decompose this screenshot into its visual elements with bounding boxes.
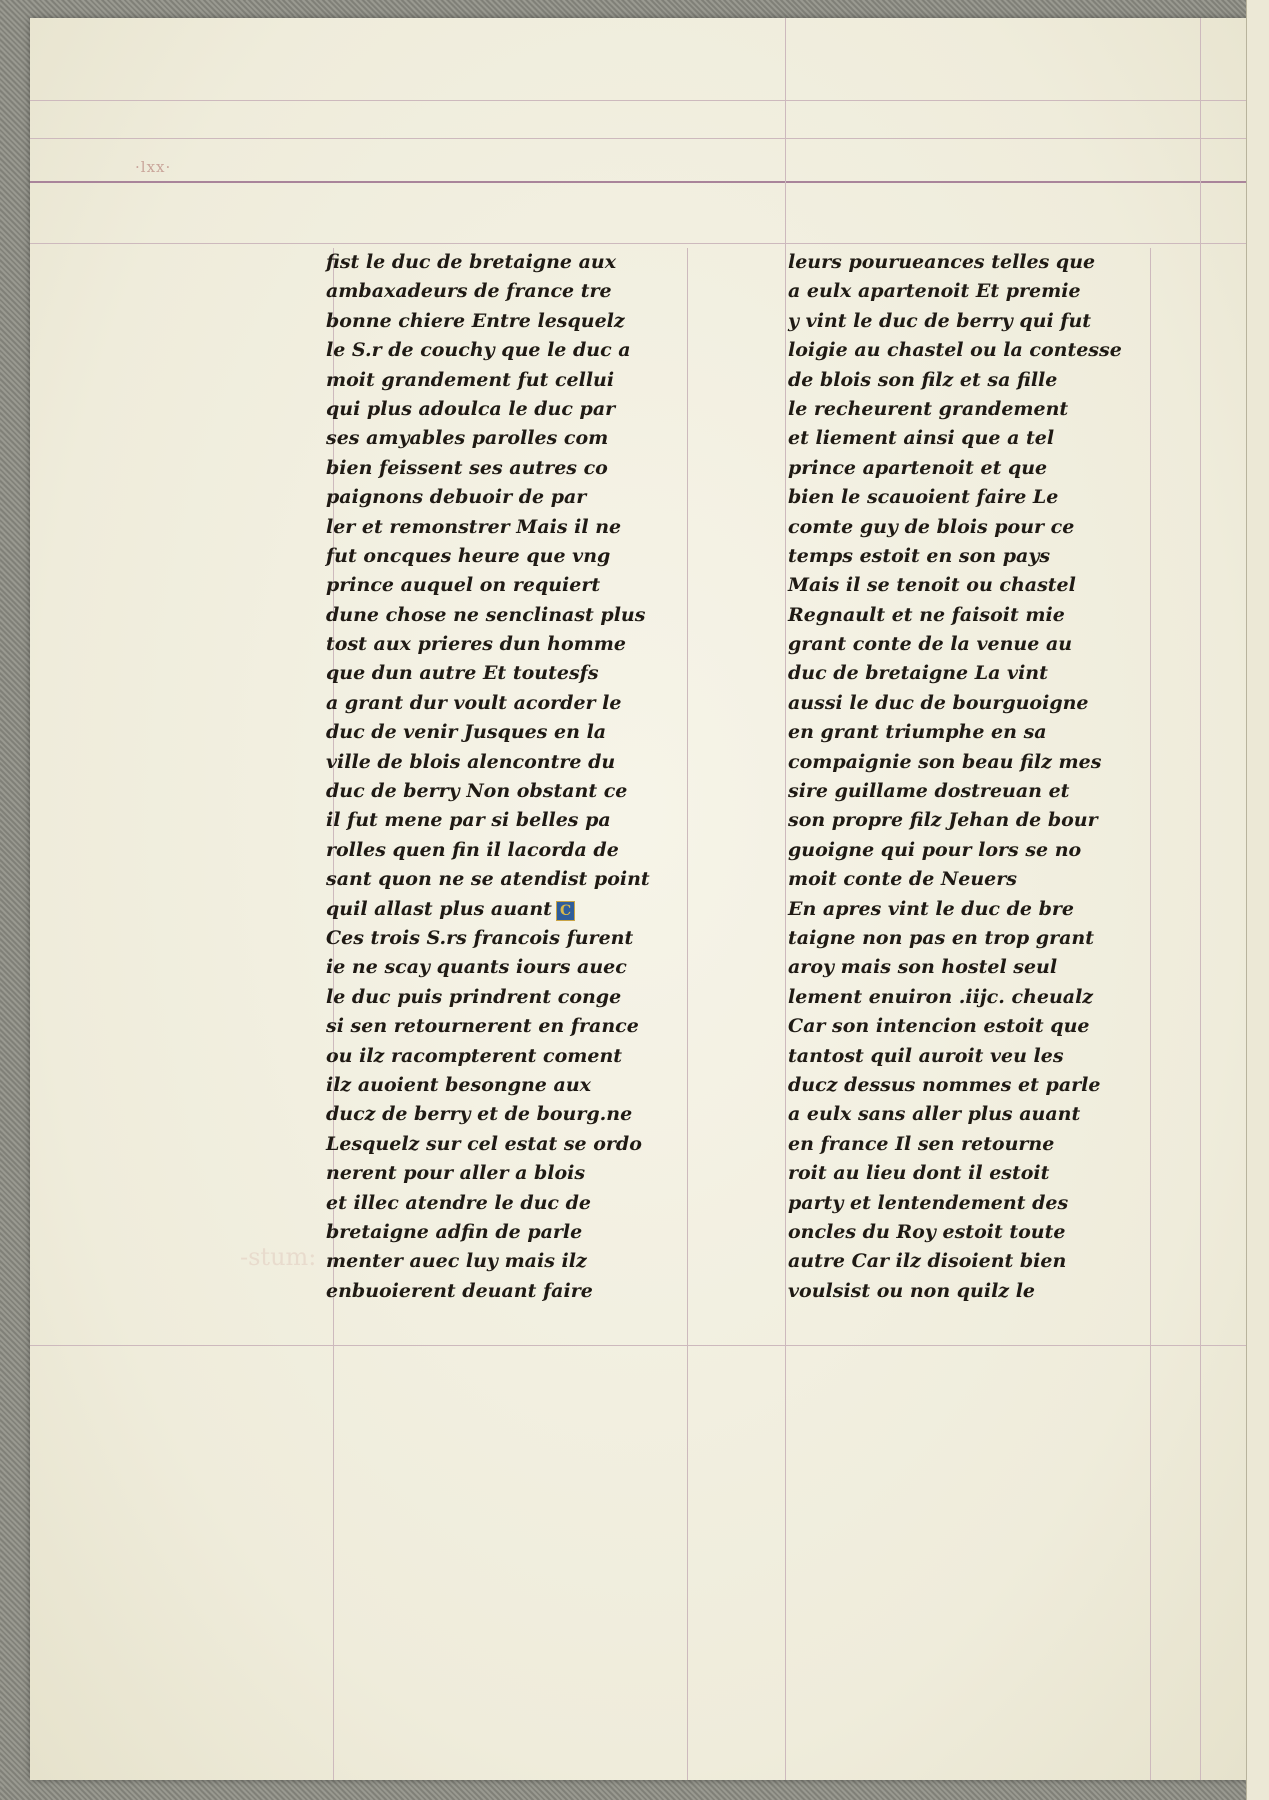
manuscript-line bbox=[788, 248, 1168, 277]
line-text: il fut mene par si belles pa bbox=[326, 809, 611, 832]
ruling-line bbox=[30, 100, 1246, 101]
line-text: fist le duc de bretaigne aux bbox=[326, 251, 617, 273]
line-text: Car son intencion estoit que bbox=[788, 1015, 1090, 1038]
line-text: ie ne scay quants iours auec bbox=[326, 956, 627, 979]
line-text: aussi le duc de bourguoigne bbox=[788, 691, 1089, 714]
line-text: loigie au chastel ou la contesse bbox=[788, 339, 1122, 362]
manuscript-line bbox=[326, 718, 706, 747]
manuscript-line bbox=[788, 983, 1168, 1012]
line-text: comte guy de blois pour ce bbox=[788, 515, 1075, 538]
line-text: moit conte de Neuers bbox=[788, 868, 1017, 891]
line-text: tantost quil auroit veu les bbox=[788, 1044, 1064, 1067]
text-column-left bbox=[326, 248, 706, 1306]
manuscript-line bbox=[326, 865, 706, 894]
line-text: bonne chiere Entre lesquelz bbox=[326, 309, 625, 332]
manuscript-line bbox=[326, 1189, 706, 1218]
manuscript-line bbox=[788, 513, 1168, 542]
manuscript-line bbox=[326, 1247, 706, 1276]
line-text: leurs pourueances telles que bbox=[788, 251, 1096, 273]
manuscript-line bbox=[326, 953, 706, 982]
manuscript-line bbox=[326, 307, 706, 336]
line-text: en grant triumphe en sa bbox=[788, 721, 1047, 744]
manuscript-line bbox=[788, 1012, 1168, 1041]
folio-number: ·lxx· bbox=[135, 158, 172, 176]
line-text: guoigne qui pour lors se no bbox=[788, 838, 1082, 861]
line-text: ducz de berry et de bourg.ne bbox=[326, 1103, 633, 1126]
manuscript-line bbox=[788, 748, 1168, 777]
line-text: ou ilz racompterent coment bbox=[326, 1044, 623, 1067]
manuscript-line bbox=[788, 395, 1168, 424]
line-text: prince auquel on requiert bbox=[326, 574, 601, 597]
line-text: Mais il se tenoit ou chastel bbox=[788, 574, 1076, 597]
line-text: le S.r de couchy que le duc a bbox=[326, 339, 631, 362]
manuscript-line bbox=[326, 1071, 706, 1100]
line-text: ducz dessus nommes et parle bbox=[788, 1073, 1101, 1096]
line-text: en france Il sen retourne bbox=[788, 1132, 1055, 1155]
line-text: aroy mais son hostel seul bbox=[788, 956, 1058, 979]
ruling-line bbox=[30, 1345, 1246, 1346]
line-text: rolles quen fin il lacorda de bbox=[326, 838, 619, 861]
manuscript-line bbox=[788, 1218, 1168, 1247]
manuscript-line bbox=[326, 1012, 706, 1041]
line-text: roit au lieu dont il estoit bbox=[788, 1162, 1050, 1185]
line-text: ler et remonstrer Mais il ne bbox=[326, 515, 622, 538]
line-text: fut oncques heure que vng bbox=[326, 544, 611, 567]
manuscript-line bbox=[326, 366, 706, 395]
manuscript-line bbox=[326, 542, 706, 571]
manuscript-line bbox=[326, 424, 706, 453]
line-text: prince apartenoit et que bbox=[788, 456, 1048, 479]
line-text: de blois son filz et sa fille bbox=[788, 368, 1058, 391]
manuscript-line bbox=[326, 395, 706, 424]
line-text: que dun autre Et toutesfs bbox=[326, 662, 599, 685]
manuscript-line bbox=[788, 277, 1168, 306]
manuscript-line bbox=[326, 248, 706, 277]
line-text: party et lentendement des bbox=[788, 1191, 1069, 1214]
line-text: duc de bretaigne La vint bbox=[788, 662, 1048, 685]
text-column-right bbox=[788, 248, 1168, 1306]
manuscript-line bbox=[326, 277, 706, 306]
ruling-line bbox=[30, 181, 1246, 183]
manuscript-line bbox=[788, 1071, 1168, 1100]
line-text: bretaigne adfin de parle bbox=[326, 1220, 583, 1243]
manuscript-line bbox=[788, 689, 1168, 718]
line-text: son propre filz Jehan de bour bbox=[788, 809, 1098, 832]
manuscript-line bbox=[326, 1130, 706, 1159]
ruling-line bbox=[1200, 18, 1201, 1780]
line-text: a eulx sans aller plus auant bbox=[788, 1103, 1081, 1126]
manuscript-line bbox=[326, 513, 706, 542]
manuscript-line bbox=[788, 806, 1168, 835]
manuscript-line bbox=[326, 1277, 706, 1306]
line-text: autre Car ilz disoient bien bbox=[788, 1250, 1067, 1273]
manuscript-line bbox=[326, 748, 706, 777]
line-text: bien le scauoient faire Le bbox=[788, 486, 1059, 509]
line-text: voulsist ou non quilz le bbox=[788, 1279, 1036, 1302]
manuscript-line bbox=[788, 659, 1168, 688]
line-text: ses amyables parolles com bbox=[326, 427, 609, 450]
manuscript-line bbox=[326, 1218, 706, 1247]
line-text: dune chose ne senclinast plus bbox=[326, 603, 646, 626]
line-text: duc de berry Non obstant ce bbox=[326, 780, 628, 803]
manuscript-line bbox=[326, 836, 706, 865]
facing-page-edge bbox=[1246, 0, 1269, 1800]
manuscript-line bbox=[326, 777, 706, 806]
manuscript-line bbox=[788, 924, 1168, 953]
manuscript-line bbox=[788, 1159, 1168, 1188]
manuscript-line bbox=[326, 1042, 706, 1071]
line-text: si sen retournerent en france bbox=[326, 1015, 639, 1038]
manuscript-line bbox=[326, 336, 706, 365]
manuscript-line bbox=[788, 1189, 1168, 1218]
manuscript-line bbox=[326, 983, 706, 1012]
manuscript-line bbox=[788, 366, 1168, 395]
line-text: Ces trois S.rs francois furent bbox=[326, 926, 634, 949]
manuscript-line bbox=[788, 1100, 1168, 1129]
line-text: duc de venir Jusques en la bbox=[326, 721, 607, 744]
manuscript-line bbox=[326, 630, 706, 659]
line-text: En apres vint le duc de bre bbox=[788, 897, 1074, 920]
manuscript-line bbox=[788, 307, 1168, 336]
line-text: et liement ainsi que a tel bbox=[788, 427, 1055, 450]
line-text: a grant dur voult acorder le bbox=[326, 691, 622, 714]
manuscript-line bbox=[788, 836, 1168, 865]
line-text: compaignie son beau filz mes bbox=[788, 750, 1102, 773]
line-text: nerent pour aller a blois bbox=[326, 1162, 586, 1185]
line-text: sant quon ne se atendist point bbox=[326, 868, 650, 891]
line-text: le recheurent grandement bbox=[788, 397, 1069, 420]
line-text: temps estoit en son pays bbox=[788, 544, 1051, 567]
line-text: ambaxadeurs de france tre bbox=[326, 280, 612, 303]
manuscript-line bbox=[326, 601, 706, 630]
line-text: ilz auoient besongne aux bbox=[326, 1073, 591, 1096]
line-text: taigne non pas en trop grant bbox=[788, 926, 1095, 949]
manuscript-line bbox=[788, 953, 1168, 982]
line-text: et illec atendre le duc de bbox=[326, 1191, 591, 1214]
manuscript-line bbox=[788, 454, 1168, 483]
manuscript-line bbox=[326, 571, 706, 600]
manuscript-line bbox=[788, 1042, 1168, 1071]
line-text: sire guillame dostreuan et bbox=[788, 780, 1070, 803]
manuscript-line bbox=[326, 806, 706, 835]
manuscript-line bbox=[326, 1100, 706, 1129]
line-text: bien feissent ses autres co bbox=[326, 456, 608, 479]
manuscript-line bbox=[788, 1247, 1168, 1276]
manuscript-line bbox=[788, 630, 1168, 659]
line-text: grant conte de la venue au bbox=[788, 633, 1073, 656]
ruling-line bbox=[30, 138, 1246, 139]
manuscript-line bbox=[788, 777, 1168, 806]
manuscript-line bbox=[788, 424, 1168, 453]
line-text: Regnault et ne faisoit mie bbox=[788, 603, 1065, 626]
line-text: qui plus adoulca le duc par bbox=[326, 397, 616, 420]
line-text: a eulx apartenoit Et premie bbox=[788, 280, 1081, 303]
manuscript-line bbox=[326, 895, 706, 924]
illuminated-initial: C bbox=[556, 901, 575, 921]
manuscript-line bbox=[326, 659, 706, 688]
manuscript-line bbox=[788, 571, 1168, 600]
offset-text: -stum: bbox=[240, 1243, 317, 1271]
ruling-line bbox=[785, 18, 786, 1780]
manuscript-line bbox=[788, 336, 1168, 365]
line-text: Lesquelz sur cel estat se ordo bbox=[326, 1132, 642, 1155]
manuscript-line bbox=[326, 689, 706, 718]
manuscript-line bbox=[788, 865, 1168, 894]
line-text: y vint le duc de berry qui fut bbox=[788, 309, 1092, 332]
ruling-line bbox=[30, 243, 1246, 244]
manuscript-line bbox=[788, 1277, 1168, 1306]
manuscript-line bbox=[788, 1130, 1168, 1159]
line-text: moit grandement fut cellui bbox=[326, 368, 615, 391]
line-text: enbuoierent deuant faire bbox=[326, 1279, 593, 1302]
manuscript-line bbox=[326, 454, 706, 483]
line-text: oncles du Roy estoit toute bbox=[788, 1220, 1066, 1243]
manuscript-line bbox=[788, 542, 1168, 571]
line-text: quil allast plus auant bbox=[326, 897, 552, 920]
manuscript-line bbox=[788, 718, 1168, 747]
line-text: tost aux prieres dun homme bbox=[326, 633, 626, 656]
line-text: menter auec luy mais ilz bbox=[326, 1250, 587, 1273]
line-text: ville de blois alencontre du bbox=[326, 750, 616, 773]
manuscript-line bbox=[326, 483, 706, 512]
manuscript-line bbox=[788, 601, 1168, 630]
manuscript-line bbox=[326, 924, 706, 953]
line-text: le duc puis prindrent conge bbox=[326, 985, 622, 1008]
manuscript-line bbox=[788, 895, 1168, 924]
manuscript-line bbox=[326, 1159, 706, 1188]
manuscript-line bbox=[788, 483, 1168, 512]
line-text: paignons debuoir de par bbox=[326, 486, 587, 509]
line-text: lement enuiron .iijc. cheualz bbox=[788, 985, 1094, 1008]
